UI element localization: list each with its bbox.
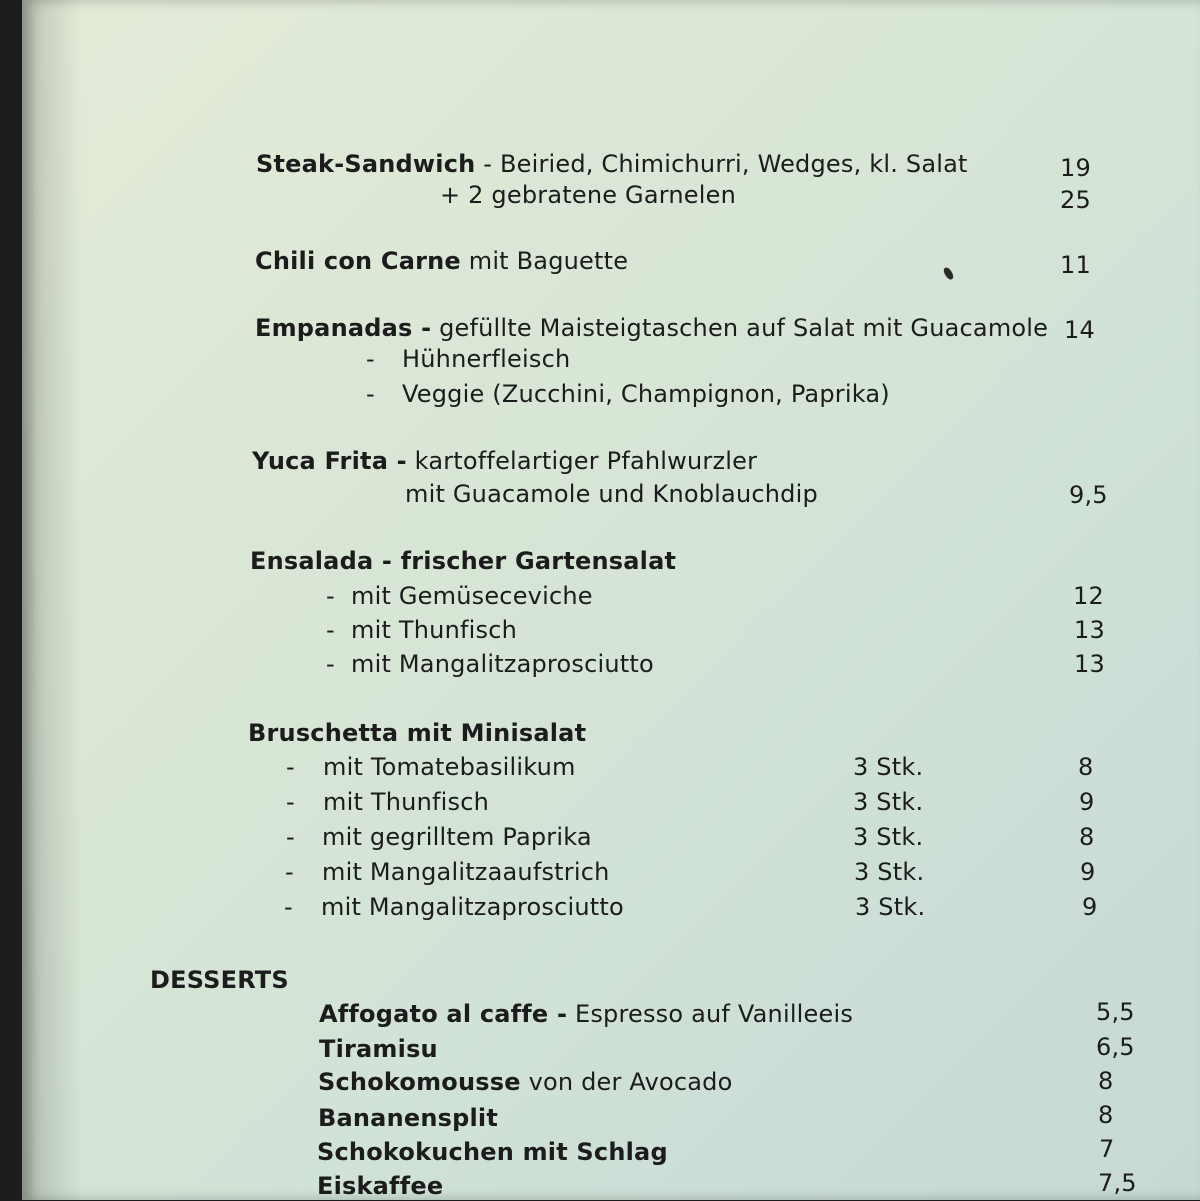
page-fold-shadow	[22, 0, 82, 1200]
item-addon-price: 25	[1060, 186, 1091, 214]
option-dash: -	[326, 582, 335, 610]
item-price: 14	[1064, 316, 1095, 344]
item-price: 11	[1060, 251, 1091, 279]
option-label: Veggie (Zucchini, Champignon, Paprika)	[402, 380, 890, 408]
option-dash: -	[286, 788, 295, 816]
item-name: Schokokuchen mit Schlag	[317, 1138, 668, 1166]
option-label: mit Mangalitzaprosciutto	[321, 893, 624, 921]
option-dash: -	[326, 650, 335, 678]
option-label: mit Thunfisch	[351, 616, 518, 644]
option-quantity: 3 Stk.	[853, 753, 924, 781]
section-heading-desserts: DESSERTS	[150, 966, 289, 994]
dessert-item	[318, 1067, 733, 1097]
item-price: 8	[1098, 1067, 1114, 1095]
menu-item-ensalada: Ensalada - frischer Gartensalat	[250, 547, 677, 575]
item-name: Tiramisu	[319, 1035, 438, 1063]
menu-item-bruschetta: Bruschetta mit Minisalat	[248, 719, 587, 747]
dessert-item	[317, 1137, 668, 1167]
item-name: Bananensplit	[318, 1104, 499, 1132]
option-price: 9	[1079, 788, 1095, 816]
option-quantity: 3 Stk.	[853, 823, 924, 851]
dessert-item	[319, 1034, 438, 1064]
option-quantity: 3 Stk.	[854, 858, 925, 886]
option-label: mit Tomatebasilikum	[323, 753, 576, 781]
option-price: 12	[1073, 582, 1104, 610]
option-dash: -	[366, 345, 375, 373]
item-addon: + 2 gebratene Garnelen	[440, 181, 736, 209]
option-price: 13	[1074, 616, 1105, 644]
item-description: von der Avocado	[520, 1068, 733, 1096]
dessert-item	[318, 1103, 498, 1133]
option-dash: -	[284, 893, 293, 921]
option-label: mit Mangalitzaprosciutto	[351, 650, 654, 678]
menu-item-yuca-frita	[252, 446, 757, 476]
item-price: 19	[1060, 154, 1091, 182]
item-description: gefüllte Maisteigtaschen auf Salat mit Guacamole	[431, 314, 1049, 342]
item-name: Chili con Carne	[255, 247, 461, 275]
option-quantity: 3 Stk.	[855, 893, 926, 921]
option-dash: -	[326, 616, 335, 644]
option-quantity: 3 Stk.	[853, 788, 924, 816]
menu-item-steak-sandwich	[256, 149, 968, 179]
option-price: 9	[1080, 858, 1096, 886]
option-price: 9	[1082, 893, 1098, 921]
item-price: 6,5	[1096, 1033, 1135, 1061]
item-name: Steak-Sandwich	[256, 150, 476, 178]
item-price: 9,5	[1069, 481, 1108, 509]
option-label: mit Mangalitzaaufstrich	[322, 858, 610, 886]
option-price: 13	[1074, 650, 1105, 678]
item-price: 8	[1098, 1101, 1114, 1129]
item-description-line2: mit Guacamole und Knoblauchdip	[405, 480, 818, 508]
item-price: 7,5	[1098, 1169, 1137, 1197]
option-dash: -	[285, 858, 294, 886]
item-name: Schokomousse	[318, 1068, 521, 1096]
item-description: - Beiried, Chimichurri, Wedges, kl. Salat	[475, 150, 968, 178]
item-name: Eiskaffee	[317, 1172, 444, 1200]
item-price: 7	[1099, 1135, 1115, 1163]
item-name: Affogato al caffe -	[319, 1000, 568, 1028]
item-name: Empanadas -	[255, 314, 432, 342]
item-description: mit Baguette	[460, 247, 629, 275]
menu-item-empanadas	[255, 313, 1048, 343]
dessert-item	[319, 999, 853, 1029]
option-label: mit Thunfisch	[323, 788, 490, 816]
dessert-item	[317, 1171, 443, 1201]
option-dash: -	[286, 753, 295, 781]
option-label: mit Gemüseceviche	[351, 582, 593, 610]
item-price: 5,5	[1096, 998, 1135, 1026]
option-price: 8	[1079, 823, 1095, 851]
option-label: mit gegrilltem Paprika	[322, 823, 592, 851]
option-dash: -	[366, 380, 375, 408]
menu-item-chili	[255, 246, 628, 276]
option-price: 8	[1078, 753, 1094, 781]
option-label: Hühnerfleisch	[402, 345, 571, 373]
item-description: kartoffelartiger Pfahlwurzler	[406, 447, 758, 475]
option-dash: -	[286, 823, 295, 851]
item-description: Espresso auf Vanilleeis	[567, 1000, 854, 1028]
item-name: Yuca Frita -	[252, 447, 407, 475]
